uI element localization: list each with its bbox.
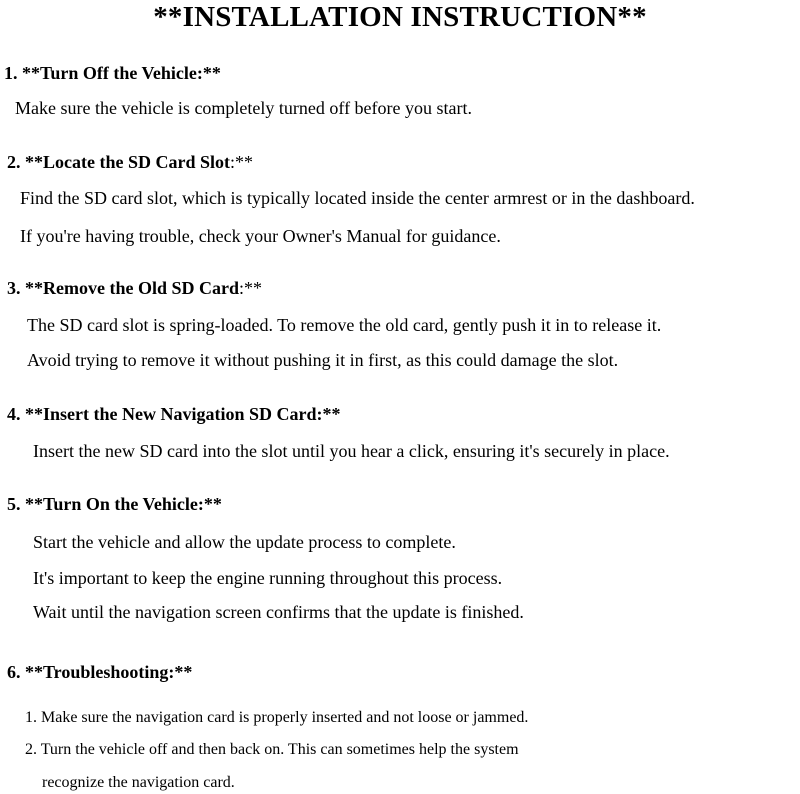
step-3-line-1: The SD card slot is spring-loaded. To remove the old card, gently push it in to release it. — [27, 315, 662, 335]
step-1-line-1: Make sure the vehicle is completely turned off before you start. — [15, 98, 473, 118]
step-2-line-2: If you're having trouble, check your Owner's Manual for guidance. — [20, 226, 501, 246]
step-5-line-1: Start the vehicle and allow the update process to complete. — [33, 532, 456, 552]
step-3-line-2: Avoid trying to remove it without pushing it in first, as this could damage the slot. — [27, 350, 619, 370]
step-3-heading-text: 3. **Remove the Old SD Card — [7, 278, 239, 298]
step-5-line-2: It's important to keep the engine running throughout this process. — [33, 568, 503, 588]
step-4-heading: 4. **Insert the New Navigation SD Card:** — [7, 404, 341, 424]
step-5-line-3: Wait until the navigation screen confirms that the update is finished. — [33, 602, 524, 622]
step-6-line-2: 2. Turn the vehicle off and then back on. This can sometimes help the system — [25, 741, 519, 758]
step-3-heading-suffix: :** — [239, 278, 263, 298]
step-2-heading — [7, 151, 253, 173]
step-1-heading: 1. **Turn Off the Vehicle:** — [4, 63, 221, 83]
step-6-heading: 6. **Troubleshooting:** — [7, 662, 193, 682]
step-4-line-1: Insert the new SD card into the slot until you hear a click, ensuring it's securely in place. — [33, 441, 670, 461]
page-title: **INSTALLATION INSTRUCTION** — [153, 1, 647, 33]
step-2-line-1: Find the SD card slot, which is typically located inside the center armrest or in the dashboard. — [20, 188, 695, 208]
step-6-line-3: recognize the navigation card. — [42, 774, 235, 791]
step-6-line-1: 1. Make sure the navigation card is properly inserted and not loose or jammed. — [25, 709, 529, 726]
step-2-heading-text: 2. **Locate the SD Card Slot — [7, 152, 230, 172]
step-2-heading-suffix: :** — [230, 152, 254, 172]
step-3-heading — [7, 277, 262, 299]
step-5-heading: 5. **Turn On the Vehicle:** — [7, 494, 222, 514]
